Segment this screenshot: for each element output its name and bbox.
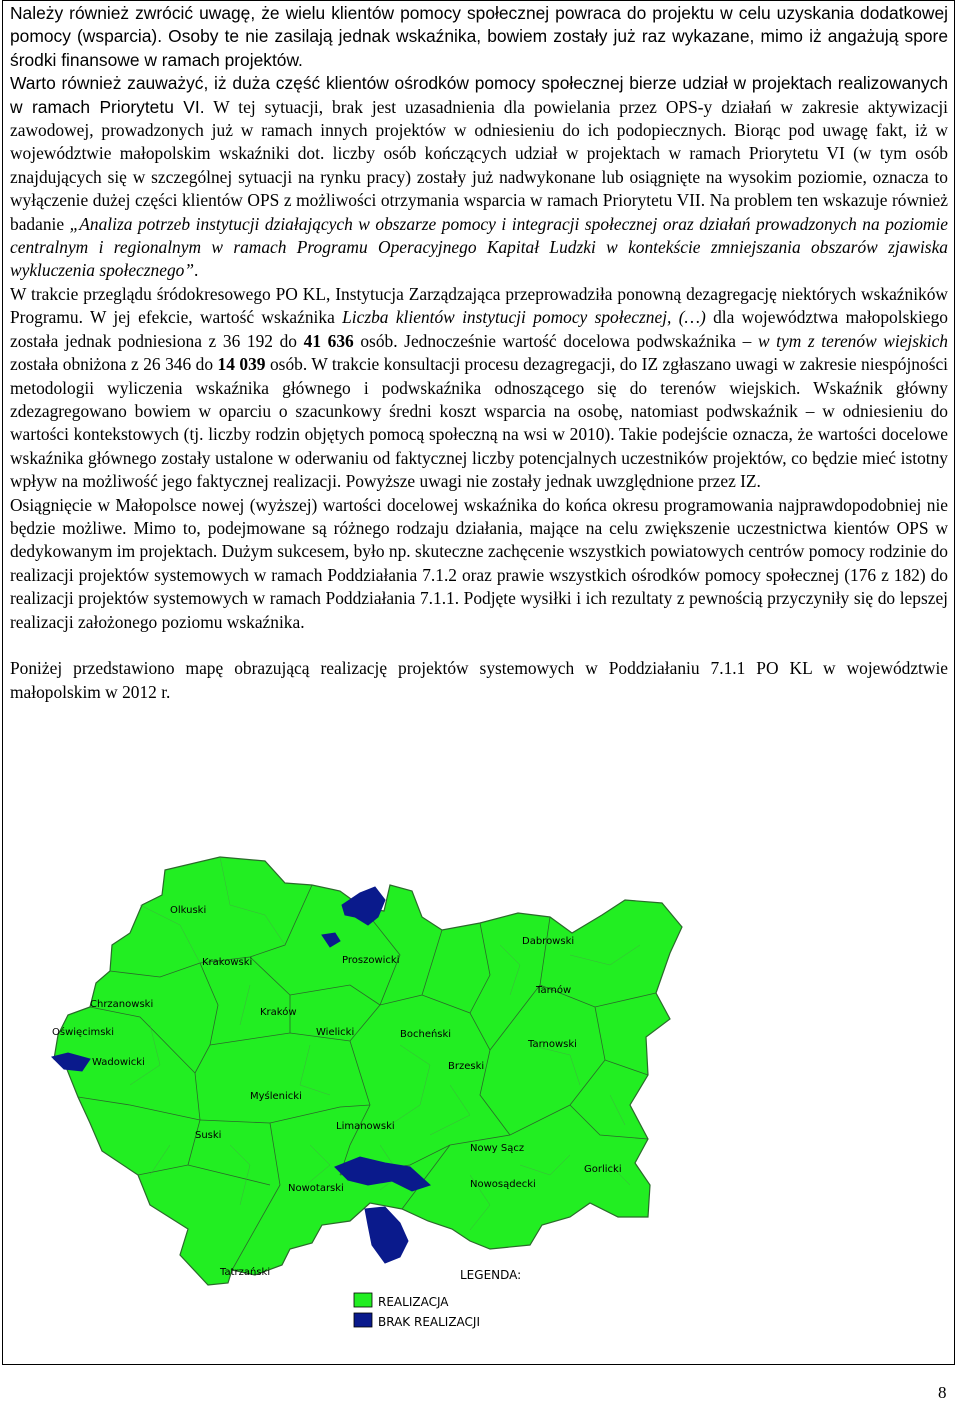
paragraph-4-text: Osiągnięcie w Małopolsce nowej (wyższej) wartości docelowej wskaźnika do końca okresu programowania najprawdopodobniej nie będzie możliwe. Mimo to, podejmowane są różnego rodzaju działania, mające na celu zwiększenie uczestnictwa kientów OPS w dedykowanym im projektach. Dużym sukcesem, było np. skuteczne zachęcenie wszystkich powiatowych centrów pomocy rodzinie do realizacji projektów systemowych w ramach Poddziałania 7.1.2 oraz prawie wszystkich ośrodków pomocy społecznej (176 z 182) do realizacji projektów systemowych w ramach Poddziałania 7.1.1. Podjęte wysiłki i ich rezultaty z pewnością przyczyniły się do lepszej realizacji założonego poziomu wskaźnika. (10, 494, 948, 632)
paragraph-3-i: osób. W trakcie konsultacji procesu dezagregacji, do IZ zgłaszano uwagi w zakresie niespójności metodologii wyliczenia wskaźnika głównego i podwskaźnika odnoszącego się do terenów wiejskich. Wskaźnik główny zdezagregowano bowiem w oparciu o szacunkowy średni koszt wsparcia na osobę, natomiast podwskaźnik – w odniesieniu do wartości kontekstowych (tj. liczby rodzin objętych pomocą społeczną na wsi w 2010). Takie podejście oznacza, że wartości docelowe wskaźnika głównego zostały ustalone w oderwaniu od faktycznej liczby potencjalnych uczestników projektów, co będzie mieć istotny wpływ na możliwość jego faktycznej realizacji. Powyższe uwagi nie zostały jednak uwzględnione przez IZ. (10, 354, 949, 492)
paragraph-2-body: W tej sytuacji, brak jest uzasadnienia dla powielania przez OPS-y działań w zakresie aktywizacji zawodowej, prowadzonych już w ramach innych projektów w odniesieniu do ich podopiecznych. Biorąc pod uwagę fakt, iż w województwie małopolskim wskaźniki dot. liczby osób kończących udział w projektach w ramach Priorytetu VI (w tym osób znajdujących się w szczególnej sytuacji na rynku pracy) zostały już nadwykonane lub osiągnięte na wysokim poziomie, oznacza to wyłączenie dużej części klientów OPS z możliwości otrzymania wsparcia w ramach Priorytetu VII. Na problem ten wskazuje również badanie (10, 96, 948, 234)
paragraph-3-g: została obniżona z 26 346 do (10, 354, 218, 375)
brak-area-south (365, 1207, 408, 1263)
label-olkuski: Olkuski (170, 905, 207, 916)
paragraph-2-end: . (194, 260, 199, 281)
label-gorlicki: Gorlicki (584, 1164, 622, 1175)
label-tatrzanski: Tatrzański (220, 1267, 271, 1278)
document-body (10, 2, 948, 704)
label-krakowski: Krakowski (202, 957, 253, 968)
paragraph-5-text: Poniżej przedstawiono mapę obrazującą realizację projektów systemowych w Poddziałaniu 7.1.1 PO KL w województwie małopolskim w 2012 r. (10, 658, 948, 702)
paragraph-5 (10, 657, 948, 704)
subindicator-name: w tym z terenów wiejskich (757, 330, 948, 351)
label-nowosadecki: Nowosądecki (470, 1179, 536, 1190)
paragraph-1 (10, 2, 948, 72)
malopolska-map (50, 845, 950, 1355)
map-legend (354, 1268, 521, 1329)
label-krakow: Kraków (260, 1007, 297, 1018)
legend-brak: BRAK REALIZACJI (378, 1315, 481, 1329)
label-wadowicki: Wadowicki (92, 1057, 145, 1068)
legend-swatch-realizacja (354, 1293, 372, 1307)
label-tarnowski: Tarnowski (528, 1039, 577, 1050)
legend-realizacja: REALIZACJA (378, 1295, 449, 1309)
label-chrzanowski: Chrzanowski (90, 999, 154, 1010)
label-proszowicki: Proszowicki (342, 955, 400, 966)
label-myslenicki: Myślenicki (250, 1091, 302, 1102)
label-bochenski: Bocheński (400, 1029, 452, 1040)
label-wielicki: Wielicki (316, 1027, 355, 1038)
paragraph-3-a: W trakcie przeglądu śródokresowego PO KL, Instytucja Zarządzająca przeprowadziła ponowną dezagregację niektórych wskaźników Programu. W jej efekcie, wartość wskaźnika (10, 283, 948, 328)
indicator-name: Liczba klientów instytucji pomocy społecznej, (…) (342, 307, 706, 328)
paragraph-1-text: Należy również zwrócić uwagę, że wielu klientów pomocy społecznej powraca do projektu w celu uzyskania dodatkowej pomocy (wsparcia). Osoby te nie zasilają jednak wskaźnika, bowiem zostały już raz wykazane, mimo iż angażują spore środki finansowe w ramach projektów. (10, 3, 948, 70)
label-suski: Suski (195, 1130, 222, 1141)
indicator-new-value: 41 636 (303, 330, 354, 351)
paragraph-3-e: osób. Jednocześnie wartość docelowa podwskaźnika – (353, 330, 758, 351)
label-tarnow: Tarnów (536, 985, 572, 996)
paragraph-2 (10, 72, 948, 283)
label-nowy-sacz: Nowy Sącz (470, 1143, 525, 1154)
label-nowotarski: Nowotarski (288, 1183, 344, 1194)
legend-title: LEGENDA: (460, 1268, 522, 1282)
paragraph-3 (10, 283, 948, 494)
study-title: „Analiza potrzeb instytucji działających w obszarze pomocy i integracji społecznej oraz działań prowadzonych na poziomie centralnym i regionalnym w ramach Programu Operacyjnego Kapitał Ludzki w kontekście zmniejszania obszarów zjawiska wykluczenia społecznego” (10, 213, 948, 281)
paragraph-4 (10, 494, 948, 634)
subindicator-new-value: 14 039 (217, 354, 266, 375)
paragraph-2-lead: Warto również zauważyć, iż duża część klientów ośrodków pomocy społecznej bierze udział w projektach realizowanych w ramach Priorytetu VI. (10, 73, 948, 117)
page-number: 8 (938, 1383, 947, 1402)
label-oswiecimski: Oświęcimski (52, 1027, 114, 1038)
legend-swatch-brak (354, 1313, 372, 1327)
label-limanowski: Limanowski (336, 1121, 395, 1132)
label-brzeski: Brzeski (448, 1061, 485, 1072)
map-svg (50, 845, 950, 1355)
paragraph-3-c: dla województwa małopolskiego została jednak podniesiona z 36 192 do (10, 307, 948, 351)
label-dabrowski: Dabrowski (522, 936, 575, 947)
